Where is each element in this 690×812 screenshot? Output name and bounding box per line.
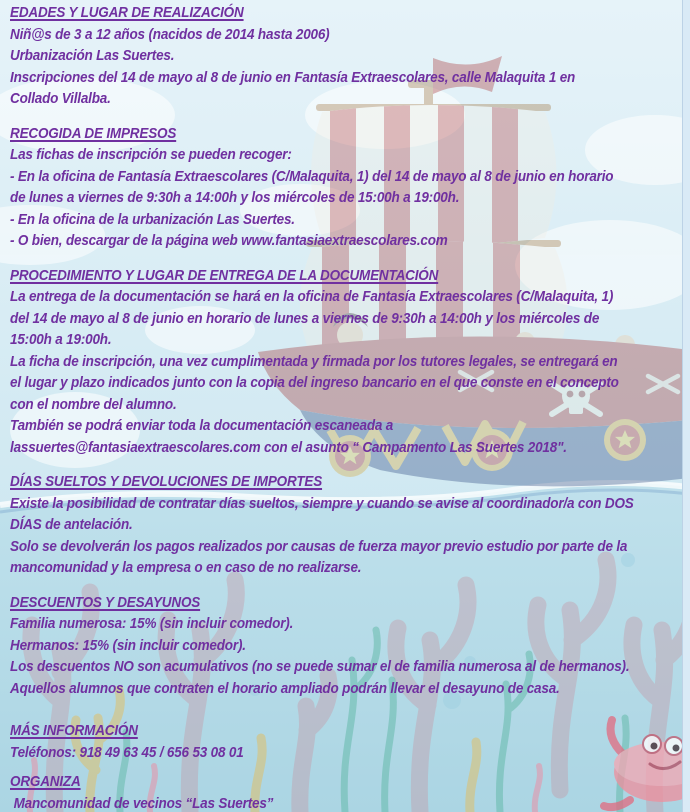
text-line: de lunes a viernes de 9:30h a 14:00h y los miércoles de 15:00h a 19:00h. bbox=[10, 189, 460, 206]
text-line: lassuertes@fantasiaextraescolares.com con el asunto “ Campamento Las Suertes 2018". bbox=[10, 438, 567, 456]
section-heading: ORGANIZA bbox=[10, 773, 81, 790]
flyer-section bbox=[10, 592, 690, 700]
flyer-section bbox=[10, 720, 690, 763]
flyer-section bbox=[10, 265, 690, 459]
section-heading: RECOGIDA DE IMPRESOS bbox=[10, 124, 177, 142]
text-line: Mancomunidad de vecinos “Las Suertes” bbox=[10, 794, 274, 812]
text-line: Collado Villalba. bbox=[10, 90, 111, 107]
section-heading: PROCEDIMIENTO Y LUGAR DE ENTREGA DE LA DOCUMENTACIÓN bbox=[10, 266, 439, 284]
flyer-section bbox=[10, 2, 690, 110]
text-line: DÍAS de antelación. bbox=[10, 516, 133, 533]
text-line: Inscripciones del 14 de mayo al 8 de junio en Fantasía Extraescolares, calle Malaquita 1 en bbox=[10, 68, 576, 86]
text-line: Teléfonos: 918 49 63 45 / 656 53 08 01 bbox=[10, 743, 244, 761]
flyer-text bbox=[10, 2, 690, 812]
text-line: Familia numerosa: 15% (sin incluir comedor). bbox=[10, 615, 294, 632]
text-line: 15:00h a 19:00h. bbox=[10, 331, 112, 348]
text-line: Existe la posibilidad de contratar días sueltos, siempre y cuando se avise al coordinador/a con DOS bbox=[10, 494, 634, 512]
text-line: La ficha de inscripción, una vez cumplimentada y firmada por los tutores legales, se entregará en bbox=[10, 352, 618, 370]
text-line: También se podrá enviar toda la documentación escaneada a bbox=[10, 417, 394, 434]
text-line: del 14 de mayo al 8 de junio en horario de lunes a viernes de 9:30h a 14:00h y los miércoles de bbox=[10, 309, 600, 327]
text-line: La entrega de la documentación se hará en la oficina de Fantasía Extraescolares (C/Malaquita, 1) bbox=[10, 288, 614, 305]
text-line: Niñ@s de 3 a 12 años (nacidos de 2014 hasta 2006) bbox=[10, 25, 330, 43]
text-line: con el nombre del alumno. bbox=[10, 395, 177, 413]
flyer-section bbox=[10, 123, 690, 252]
text-line: Las fichas de inscripción se pueden recoger: bbox=[10, 146, 292, 163]
text-line: mancomunidad y la empresa o en caso de no realizarse. bbox=[10, 559, 362, 576]
flyer-section bbox=[10, 771, 690, 812]
text-line: - En la oficina de Fantasía Extraescolares (C/Malaquita, 1) del 14 de mayo al 8 de junio en horario bbox=[10, 167, 614, 185]
text-line: Los descuentos NO son acumulativos (no se puede sumar el de familia numerosa al de hermanos). bbox=[10, 658, 630, 675]
text-line: Solo se devolverán los pagos realizados por causas de fuerza mayor previo estudio por parte de la bbox=[10, 537, 628, 555]
text-line: el lugar y plazo indicados junto con la copia del ingreso bancario en el que conste en el concepto bbox=[10, 374, 619, 391]
text-line: - En la oficina de la urbanización Las Suertes. bbox=[10, 210, 295, 228]
text-line: - O bien, descargar de la página web www.fantasiaextraescolares.com bbox=[10, 232, 448, 249]
text-line: Urbanización Las Suertes. bbox=[10, 47, 175, 64]
text-line: Hermanos: 15% (sin incluir comedor). bbox=[10, 636, 246, 654]
text-line: Aquellos alumnos que contraten el horario ampliado podrán llevar el desayuno de casa. bbox=[10, 679, 560, 697]
section-heading: MÁS INFORMACIÓN bbox=[10, 722, 138, 739]
section-heading: EDADES Y LUGAR DE REALIZACIÓN bbox=[10, 4, 244, 21]
flyer-section bbox=[10, 471, 690, 579]
section-heading: DESCUENTOS Y DESAYUNOS bbox=[10, 593, 201, 611]
section-heading: DÍAS SUELTOS Y DEVOLUCIONES DE IMPORTES bbox=[10, 473, 323, 490]
page-edge-strip bbox=[682, 0, 690, 812]
